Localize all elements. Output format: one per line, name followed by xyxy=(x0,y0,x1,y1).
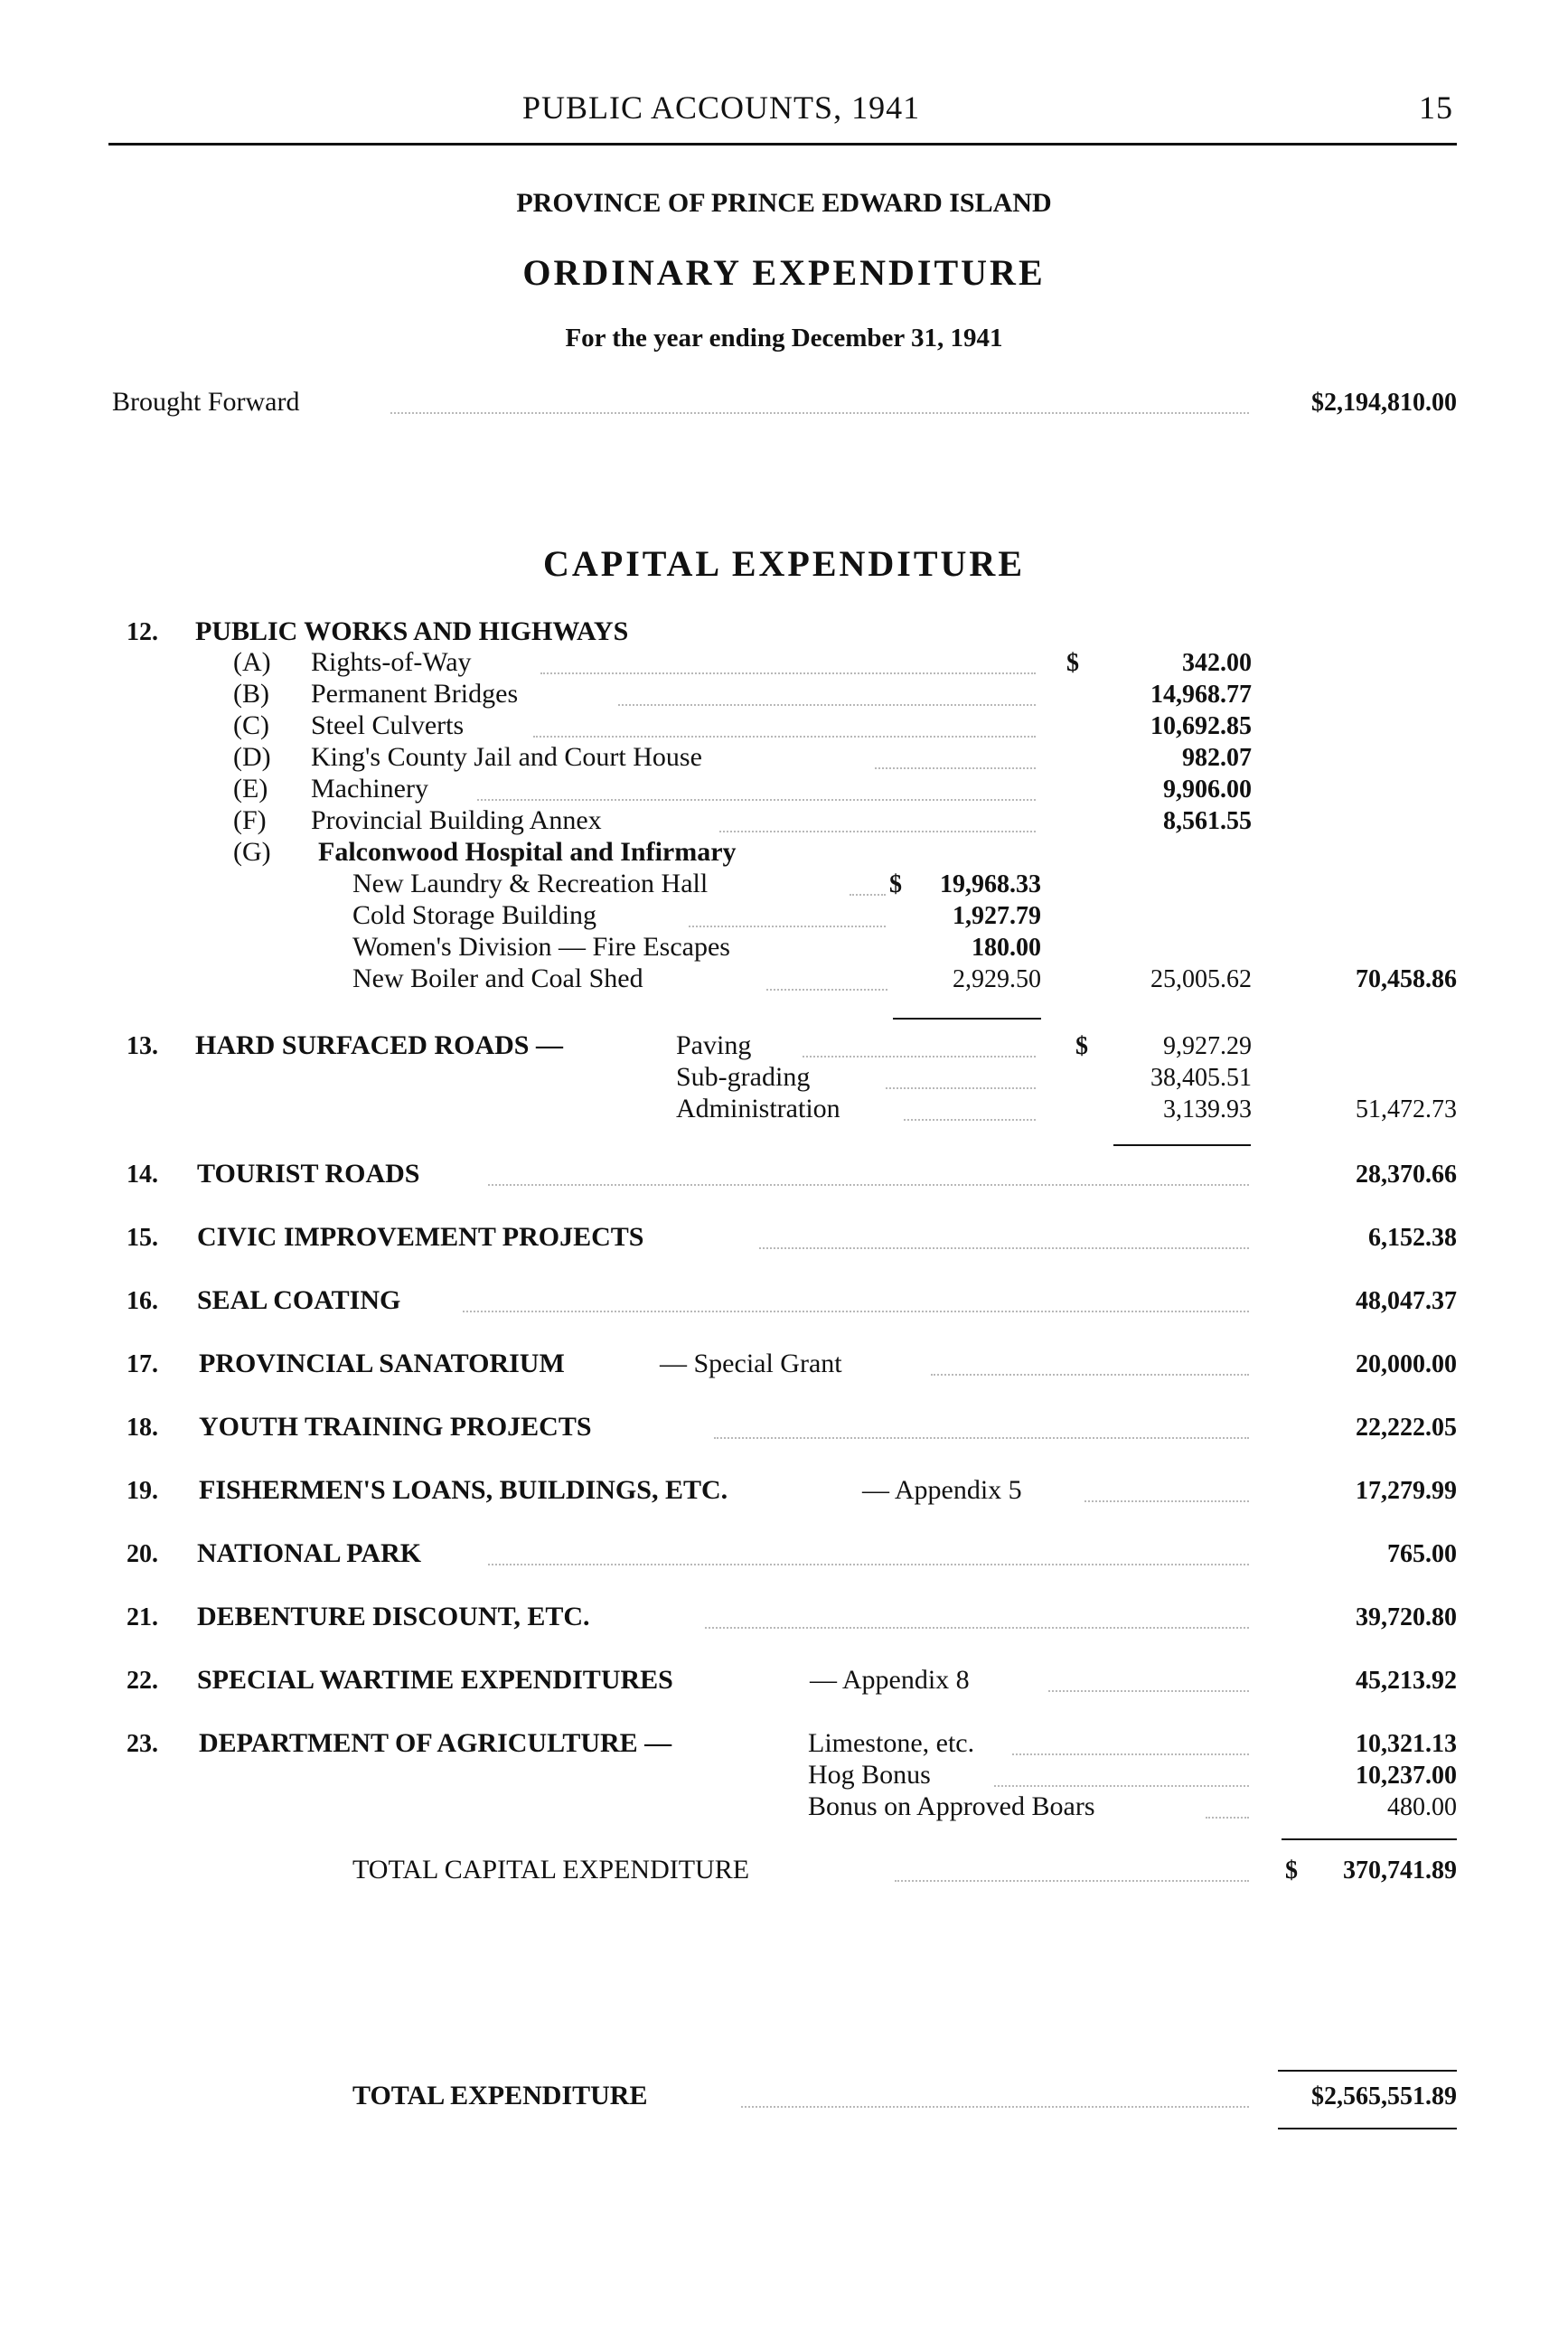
dollar-sign: $ xyxy=(1066,649,1079,677)
page-number: 15 xyxy=(1419,89,1453,126)
sub-amount: 19,968.33 xyxy=(940,870,1041,898)
leader-dots xyxy=(1012,1753,1249,1755)
line-amount: 10,321.13 xyxy=(1356,1730,1457,1758)
leader-dots xyxy=(875,767,1036,769)
item-title: DEPARTMENT OF AGRICULTURE — xyxy=(199,1728,672,1758)
item-number: 17. xyxy=(127,1350,158,1378)
total-capital-amount: 370,741.89 xyxy=(1343,1856,1457,1885)
item-title: FISHERMEN'S LOANS, BUILDINGS, ETC. xyxy=(199,1475,728,1505)
item-suffix: — Special Grant xyxy=(660,1349,842,1378)
line-label: Sub-grading xyxy=(676,1062,811,1092)
leader-dots xyxy=(766,989,887,991)
item-title: SPECIAL WARTIME EXPENDITURES xyxy=(197,1665,673,1695)
leader-dots xyxy=(533,736,1036,738)
line-label: Permanent Bridges xyxy=(311,679,519,709)
item-total: 70,458.86 xyxy=(1356,965,1457,993)
leader-dots xyxy=(803,1056,1036,1058)
sub-label: New Laundry & Recreation Hall xyxy=(352,869,709,898)
grand-total-bottom-rule xyxy=(1278,2128,1457,2129)
subtotal-rule xyxy=(1113,1144,1251,1146)
leader-dots xyxy=(850,894,886,896)
item-title: PUBLIC WORKS AND HIGHWAYS xyxy=(195,616,629,646)
item-total: 51,472.73 xyxy=(1356,1095,1457,1123)
period-subtitle: For the year ending December 31, 1941 xyxy=(565,324,1003,352)
item-amount: 28,370.66 xyxy=(1356,1161,1457,1189)
item-title: HARD SURFACED ROADS — xyxy=(195,1030,563,1060)
line-label: Steel Culverts xyxy=(311,710,465,740)
item-suffix: — Appendix 8 xyxy=(810,1665,970,1695)
ordinary-title: ORDINARY EXPENDITURE xyxy=(522,252,1046,293)
sub-label: Women's Division — Fire Escapes xyxy=(352,932,730,962)
line-letter: (D) xyxy=(233,742,271,772)
item-title: DEBENTURE DISCOUNT, ETC. xyxy=(197,1602,590,1631)
leader-dots xyxy=(390,412,1249,414)
line-label: Administration xyxy=(676,1094,840,1123)
line-label: Provincial Building Annex xyxy=(311,805,602,835)
item-title: NATIONAL PARK xyxy=(197,1538,422,1568)
item-number: 21. xyxy=(127,1603,158,1631)
leader-dots xyxy=(886,1087,1036,1089)
total-capital-label: TOTAL CAPITAL EXPENDITURE xyxy=(352,1855,750,1885)
line-letter: (C) xyxy=(233,710,269,740)
item-title: TOURIST ROADS xyxy=(197,1159,420,1189)
leader-dots xyxy=(705,1627,1249,1629)
item-title: SEAL COATING xyxy=(197,1285,401,1315)
item-amount: 48,047.37 xyxy=(1356,1287,1457,1315)
brought-forward-label: Brought Forward xyxy=(112,387,300,417)
subtotal-rule xyxy=(893,1018,1041,1020)
leader-dots xyxy=(1084,1500,1249,1502)
line-letter: (A) xyxy=(233,647,271,677)
province-title: PROVINCE OF PRINCE EDWARD ISLAND xyxy=(516,188,1052,218)
leader-dots xyxy=(759,1247,1249,1249)
leader-dots xyxy=(689,926,886,927)
item-amount: 20,000.00 xyxy=(1356,1350,1457,1378)
leader-dots xyxy=(463,1311,1249,1312)
dollar-sign: $ xyxy=(1075,1032,1088,1060)
line-label: Hog Bonus xyxy=(808,1760,931,1790)
leader-dots xyxy=(895,1880,1249,1882)
total-expenditure-amount: $2,565,551.89 xyxy=(1311,2082,1457,2110)
item-number: 22. xyxy=(127,1667,158,1695)
line-letter: (E) xyxy=(233,774,268,804)
item-amount: 765.00 xyxy=(1387,1540,1457,1568)
line-amount: 3,139.93 xyxy=(1163,1095,1252,1123)
leader-dots xyxy=(488,1564,1249,1565)
grand-total-top-rule xyxy=(1278,2070,1457,2072)
leader-dots xyxy=(477,799,1036,801)
line-label: Rights-of-Way xyxy=(311,647,472,677)
sub-amount: 2,929.50 xyxy=(953,965,1041,993)
sub-amount: 1,927.79 xyxy=(953,902,1041,930)
line-label: Bonus on Approved Boars xyxy=(808,1791,1095,1821)
item-number: 12. xyxy=(127,618,158,646)
falconwood-title: Falconwood Hospital and Infirmary xyxy=(318,837,737,867)
line-label: Paving xyxy=(676,1030,752,1060)
line-letter: (B) xyxy=(233,679,269,709)
sub-amount: 180.00 xyxy=(972,934,1041,962)
line-amount: 480.00 xyxy=(1387,1793,1457,1821)
leader-dots xyxy=(488,1184,1249,1186)
line-amount: 982.07 xyxy=(1182,744,1252,772)
item-amount: 45,213.92 xyxy=(1356,1667,1457,1695)
leader-dots xyxy=(741,2106,1249,2108)
item-number: 18. xyxy=(127,1414,158,1442)
brought-forward-amount: $2,194,810.00 xyxy=(1311,389,1457,417)
line-amount: 14,968.77 xyxy=(1150,681,1252,709)
total-expenditure-label: TOTAL EXPENDITURE xyxy=(352,2081,648,2110)
sub-label: Cold Storage Building xyxy=(352,900,596,930)
line-amount: 38,405.51 xyxy=(1150,1064,1252,1092)
item-amount: 22,222.05 xyxy=(1356,1414,1457,1442)
item-title: CIVIC IMPROVEMENT PROJECTS xyxy=(197,1222,644,1252)
total-rule xyxy=(1282,1838,1457,1840)
capital-title: CAPITAL EXPENDITURE xyxy=(543,543,1025,584)
running-title: PUBLIC ACCOUNTS, 1941 xyxy=(522,89,921,126)
line-amount: 9,927.29 xyxy=(1163,1032,1252,1060)
item-title: PROVINCIAL SANATORIUM xyxy=(199,1349,565,1378)
item-amount: 17,279.99 xyxy=(1356,1477,1457,1505)
dollar-sign: $ xyxy=(1285,1856,1298,1885)
dollar-sign: $ xyxy=(889,870,902,898)
line-amount: 8,561.55 xyxy=(1163,807,1252,835)
leader-dots xyxy=(931,1374,1249,1376)
line-label: Limestone, etc. xyxy=(808,1728,975,1758)
item-number: 15. xyxy=(127,1224,158,1252)
header-rule xyxy=(108,143,1457,146)
item-suffix: — Appendix 5 xyxy=(862,1475,1022,1505)
line-label: Machinery xyxy=(311,774,428,804)
item-number: 19. xyxy=(127,1477,158,1505)
line-amount: 10,692.85 xyxy=(1150,712,1252,740)
line-letter: (G) xyxy=(233,837,271,867)
line-amount: 10,237.00 xyxy=(1356,1762,1457,1790)
item-number: 23. xyxy=(127,1730,158,1758)
leader-dots xyxy=(1206,1817,1249,1819)
item-number: 14. xyxy=(127,1161,158,1189)
item-number: 13. xyxy=(127,1032,158,1060)
falconwood-subtotal: 25,005.62 xyxy=(1150,965,1252,993)
leader-dots xyxy=(618,704,1036,706)
item-number: 16. xyxy=(127,1287,158,1315)
line-amount: 9,906.00 xyxy=(1163,776,1252,804)
line-letter: (F) xyxy=(233,805,267,835)
leader-dots xyxy=(540,672,1036,674)
item-title: YOUTH TRAINING PROJECTS xyxy=(199,1412,592,1442)
line-label: King's County Jail and Court House xyxy=(311,742,702,772)
leader-dots xyxy=(904,1119,1036,1121)
line-amount: 342.00 xyxy=(1182,649,1252,677)
leader-dots xyxy=(719,831,1036,832)
leader-dots xyxy=(1048,1690,1249,1692)
leader-dots xyxy=(714,1437,1249,1439)
sub-label: New Boiler and Coal Shed xyxy=(352,964,643,993)
leader-dots xyxy=(994,1785,1249,1787)
item-amount: 39,720.80 xyxy=(1356,1603,1457,1631)
item-number: 20. xyxy=(127,1540,158,1568)
item-amount: 6,152.38 xyxy=(1368,1224,1457,1252)
